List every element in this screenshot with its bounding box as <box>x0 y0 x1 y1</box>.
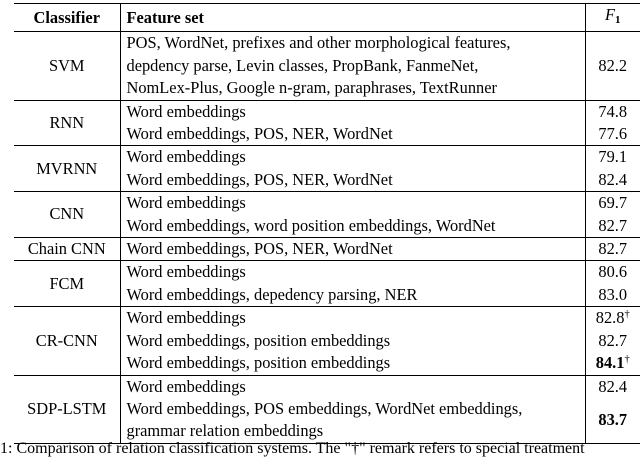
classifier-cell: Chain CNN <box>14 238 120 261</box>
feature-set-cell <box>120 192 585 215</box>
f1-score-cell <box>585 398 640 443</box>
f1-score-cell <box>585 352 640 375</box>
f1-score-value: 82.2 <box>598 55 628 75</box>
f1-score-value: 69.7 <box>598 193 628 213</box>
f1-score-value: 80.6 <box>598 262 628 282</box>
feature-line: Word embeddings, depedency parsing, NER <box>126 284 418 304</box>
feature-set-cell <box>120 330 585 352</box>
f1-score-value: 82.7 <box>598 330 628 350</box>
caption-fragment <box>0 440 640 458</box>
f1-score-cell <box>585 261 640 284</box>
feature-set-cell <box>120 307 585 330</box>
feature-line: Word embeddings <box>126 147 246 167</box>
feature-set-cell <box>120 215 585 238</box>
header-f1 <box>585 4 640 32</box>
feature-set-cell <box>120 100 585 123</box>
classifier-cell: CNN <box>14 192 120 238</box>
classifier-group <box>14 192 640 238</box>
f1-score-value: 77.6 <box>598 124 628 144</box>
f1-score-value: 82.7 <box>598 239 628 259</box>
table-header <box>14 4 640 32</box>
feature-line: Word embeddings, position embeddings <box>126 353 391 373</box>
feature-line: Word embeddings, POS, NER, WordNet <box>126 239 393 259</box>
feature-line: Word embeddings <box>126 308 246 328</box>
f1-score-value: 84.1 <box>595 353 625 373</box>
feature-line: Word embeddings, POS, NER, WordNet <box>126 124 393 144</box>
feature-set-cell <box>120 375 585 398</box>
f1-score-cell <box>585 123 640 146</box>
classifier-group <box>14 146 640 192</box>
f1-score-value: 82.7 <box>598 215 628 235</box>
f1-score-value: 82.4 <box>598 376 628 396</box>
feature-set-cell <box>120 123 585 146</box>
table-row <box>14 146 640 169</box>
classifier-group <box>14 307 640 375</box>
results-table-container <box>14 3 640 444</box>
feature-line: depdency parse, Levin classes, PropBank, FanmeNet, <box>126 55 479 75</box>
feature-line: POS, WordNet, prefixes and other morphological features, <box>126 33 511 53</box>
classifier-group <box>14 261 640 307</box>
table-row <box>14 238 640 261</box>
f1-score-value: 82.4 <box>598 169 628 189</box>
classifier-group <box>14 375 640 443</box>
feature-set-cell <box>120 261 585 284</box>
caption-text: 1: Comparison of relation classification systems. The "†" remark refers to special treatment <box>0 440 585 457</box>
table-row <box>14 261 640 284</box>
header-feature-set: Feature set <box>120 4 585 32</box>
table-row <box>14 32 640 100</box>
feature-line: Word embeddings, POS embeddings, WordNet embeddings, <box>126 398 523 418</box>
f1-score-value: 83.0 <box>598 284 628 304</box>
feature-set-cell <box>120 398 585 443</box>
dagger-mark: † <box>624 309 630 321</box>
feature-line: Word embeddings <box>126 376 246 396</box>
feature-line: Word embeddings, word position embeddings, WordNet <box>126 215 496 235</box>
table-row <box>14 192 640 215</box>
feature-line: Word embeddings <box>126 262 246 282</box>
results-table <box>14 3 640 444</box>
f1-score-cell <box>585 32 640 100</box>
classifier-cell: SDP-LSTM <box>14 375 120 443</box>
classifier-group <box>14 238 640 261</box>
feature-line: Word embeddings, position embeddings <box>126 330 391 350</box>
dagger-mark: † <box>624 354 630 366</box>
feature-set-cell <box>120 284 585 307</box>
f1-score-value: 82.8 <box>595 308 625 328</box>
feature-set-cell <box>120 169 585 192</box>
f1-symbol: F <box>604 5 615 24</box>
feature-set-cell <box>120 32 585 100</box>
f1-score-value: 74.8 <box>598 101 628 121</box>
feature-set-cell <box>120 146 585 169</box>
classifier-cell: FCM <box>14 261 120 307</box>
table-row <box>14 307 640 330</box>
header-row <box>14 4 640 32</box>
feature-set-cell <box>120 238 585 261</box>
f1-subscript: 1 <box>615 14 621 26</box>
feature-line: grammar relation embeddings <box>126 421 324 441</box>
f1-score-cell <box>585 238 640 261</box>
f1-score-cell <box>585 284 640 307</box>
f1-score-cell <box>585 375 640 398</box>
f1-score-cell <box>585 192 640 215</box>
table-row <box>14 375 640 398</box>
feature-line: Word embeddings <box>126 101 246 121</box>
header-classifier: Classifier <box>14 4 120 32</box>
feature-line: Word embeddings <box>126 193 246 213</box>
f1-score-value: 79.1 <box>598 147 628 167</box>
classifier-cell: RNN <box>14 100 120 146</box>
f1-score-cell <box>585 100 640 123</box>
f1-score-cell <box>585 330 640 352</box>
feature-line: NomLex-Plus, Google n-gram, paraphrases, TextRunner <box>126 78 497 98</box>
f1-score-cell <box>585 169 640 192</box>
feature-set-cell <box>120 352 585 375</box>
classifier-group <box>14 100 640 146</box>
classifier-cell: CR-CNN <box>14 307 120 375</box>
classifier-cell: SVM <box>14 32 120 100</box>
classifier-cell: MVRNN <box>14 146 120 192</box>
f1-score-cell <box>585 215 640 238</box>
feature-line: Word embeddings, POS, NER, WordNet <box>126 169 393 189</box>
table-row <box>14 100 640 123</box>
f1-score-cell <box>585 307 640 330</box>
classifier-group <box>14 32 640 100</box>
f1-score-cell <box>585 146 640 169</box>
f1-score-value: 83.7 <box>598 410 628 430</box>
